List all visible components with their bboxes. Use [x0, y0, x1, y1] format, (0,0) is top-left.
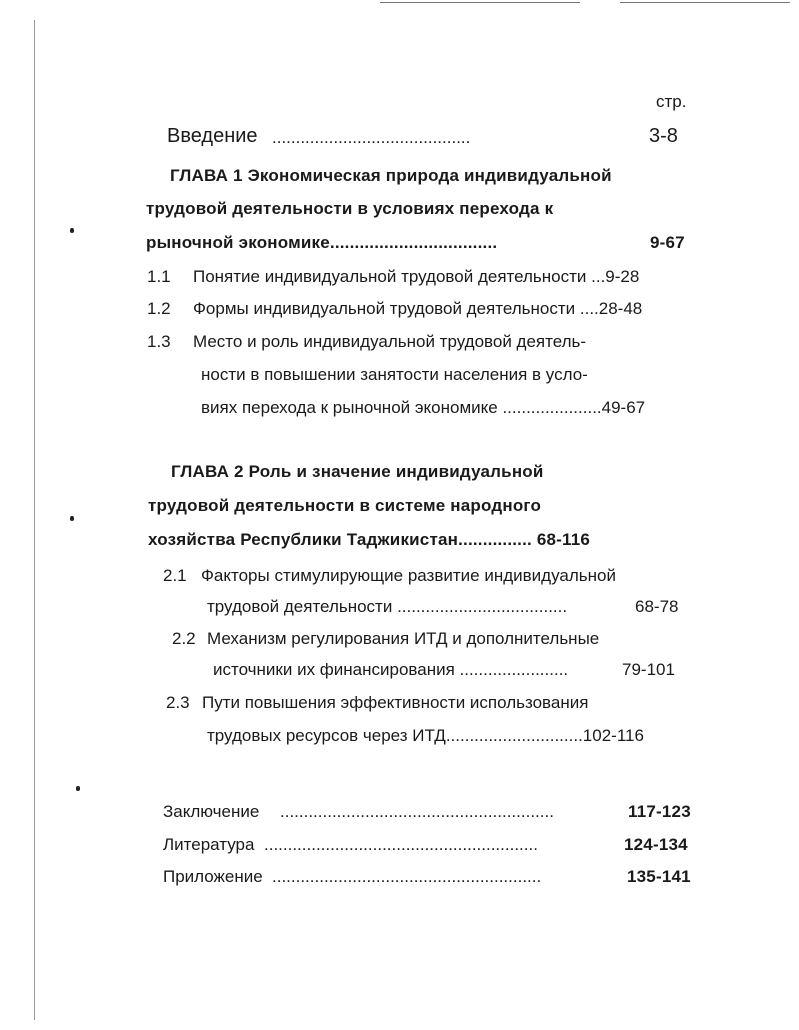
toc-section-1-1[interactable]: Понятие индивидуальной трудовой деятельности ...9-28 [193, 267, 640, 286]
section-number: 2.2 [172, 629, 196, 648]
scan-speck [70, 516, 74, 521]
toc-section-1-3-line2: ности в повышении занятости населения в усло- [201, 365, 588, 384]
toc-section-2-3[interactable]: Пути повышения эффективности использования [202, 693, 589, 712]
chapter2-heading[interactable]: ГЛАВА 2 Роль и значение индивидуальной [171, 462, 544, 481]
section-number: 2.1 [163, 566, 187, 585]
toc-intro-dots: .......................................... [272, 128, 471, 147]
toc-section-2-2[interactable]: Механизм регулирования ИТД и дополнительные [207, 629, 600, 648]
toc-literature[interactable]: Литература [163, 835, 255, 854]
section-number: 2.3 [166, 693, 190, 712]
page-column-label: стр. [656, 92, 687, 111]
toc-appendix-pages: 135-141 [627, 867, 691, 886]
toc-section-1-3-line3: виях перехода к рыночной экономике .....................49-67 [201, 398, 646, 417]
toc-conclusion[interactable]: Заключение [163, 802, 260, 821]
section-number: 1.3 [147, 332, 171, 351]
toc-section-2-1-pages: 68-78 [635, 597, 679, 616]
toc-intro-pages: 3-8 [649, 125, 678, 147]
toc-appendix[interactable]: Приложение [163, 867, 263, 886]
chapter2-heading-line3: хозяйства Республики Таджикистан............... 68-116 [148, 530, 591, 549]
toc-section-2-2-pages: 79-101 [622, 660, 675, 679]
toc-section-2-1-line2: трудовой деятельности .................................... [207, 597, 568, 616]
toc-conclusion-dots: .......................................................... [280, 802, 554, 821]
chapter1-heading[interactable]: ГЛАВА 1 Экономическая природа индивидуальной [170, 166, 612, 185]
toc-conclusion-pages: 117-123 [628, 802, 691, 821]
section-number: 1.2 [147, 299, 171, 318]
section-number: 1.1 [147, 267, 171, 286]
toc-section-1-2[interactable]: Формы индивидуальной трудовой деятельности ....28-48 [193, 299, 643, 318]
chapter1-heading-line3: рыночной экономике.................................. [146, 233, 498, 252]
toc-appendix-dots: ......................................................... [272, 867, 542, 886]
chapter2-heading-line2: трудовой деятельности в системе народного [148, 496, 542, 515]
scan-speck [76, 786, 80, 791]
scan-speck [70, 228, 74, 233]
chapter1-heading-line2: трудовой деятельности в условиях перехода к [146, 199, 554, 218]
toc-section-2-3-line2: трудовых ресурсов через ИТД.............................102-116 [207, 726, 644, 745]
scan-edge-left [34, 20, 35, 1020]
toc-literature-pages: 124-134 [624, 835, 688, 854]
scan-edge-top [620, 2, 790, 3]
chapter1-pages: 9-67 [650, 233, 685, 252]
toc-section-2-1[interactable]: Факторы стимулирующие развитие индивидуальной [201, 566, 616, 585]
toc-section-1-3[interactable]: Место и роль индивидуальной трудовой деятель- [193, 332, 587, 351]
toc-intro-title[interactable]: Введение [167, 125, 258, 147]
toc-section-2-2-line2: источники их финансирования ....................... [213, 660, 569, 679]
toc-literature-dots: .......................................................... [264, 835, 538, 854]
scan-edge-top [380, 2, 580, 3]
